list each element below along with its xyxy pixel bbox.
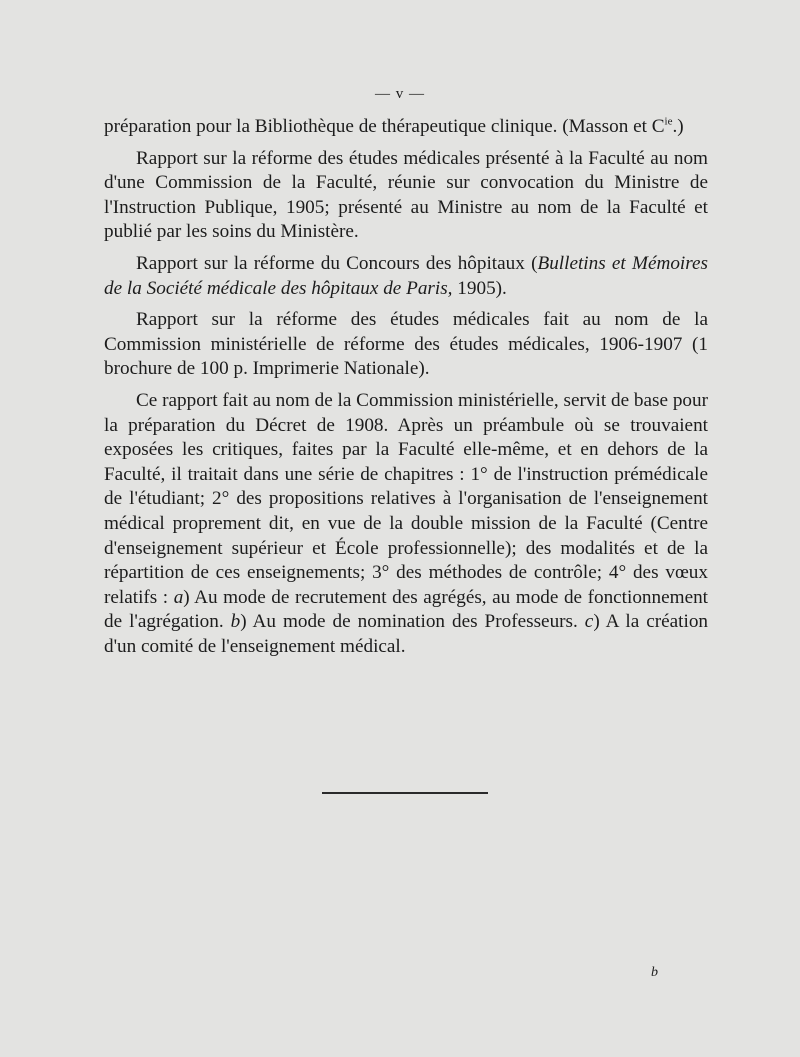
citation-italic: Bulletins et Mémoires de la Société médicale des hôpitaux de Paris, xyxy=(104,252,708,299)
paragraph-text: 1905). xyxy=(452,277,507,299)
paragraph-decret-1908 xyxy=(104,389,708,660)
paragraph-text: préparation pour la Bibliothèque de thérapeutique clinique. (Masson et C xyxy=(104,116,665,137)
signature-mark: b xyxy=(651,965,658,980)
paragraph-rapport-1906: Rapport sur la réforme des études médicales fait au nom de la Commission ministérielle de réforme des études médicales, 1906-1907 (1 brochure de 100 p. Imprimerie Nationale). xyxy=(104,309,708,380)
page-number: — v — xyxy=(375,86,425,102)
paragraph-text: ) Au mode de nomination des Professeurs. xyxy=(240,611,585,633)
list-letter: c xyxy=(584,611,594,633)
section-divider xyxy=(322,792,488,794)
body-text xyxy=(104,115,708,659)
paragraph-text: Rapport sur la réforme du Concours des hôpitaux ( xyxy=(136,252,538,274)
paragraph-text: Ce rapport fait au nom de la Commission ministérielle, servit de base pour la préparation du Décret de 1908. Après un préambule où se trouvaient exposées les critiques, faites par la Faculté elle-même, et en dehors de la Faculté, il traitait dans une série de chapitres : 1° de l'instruction prémédicale de l'étudiant; 2° des propositions relatives à l'organisation de l'enseignement médical proprement dit, en vue de la double mission de la Faculté (Centre d'enseignement supérieur et École professionnelle); des modalités et de la répartition de ces enseignements; 3° des méthodes de contrôle; 4° des vœux relatifs : xyxy=(104,389,708,608)
list-letter: a xyxy=(173,586,184,608)
paragraph-text: .) xyxy=(672,116,684,137)
paragraph-bibliotheque xyxy=(104,115,708,140)
superscript: ie xyxy=(664,115,673,128)
paragraph-rapport-1905: Rapport sur la réforme des études médicales présenté à la Faculté au nom d'une Commission de la Faculté, réunie sur convocation du Ministre de l'Instruction Publique, 1905; présenté au Ministre au nom de la Faculté et publié par les soins du Ministère. xyxy=(104,147,708,243)
list-letter: b xyxy=(230,611,241,633)
paragraph-text: ) Au mode de recrutement des agrégés, au mode de fonctionnement de l'agrégation. xyxy=(104,586,709,633)
paragraph-text: ) A la création d'un comité de l'enseignement médical. xyxy=(104,611,709,657)
paragraph-concours-hopitaux xyxy=(104,252,708,301)
